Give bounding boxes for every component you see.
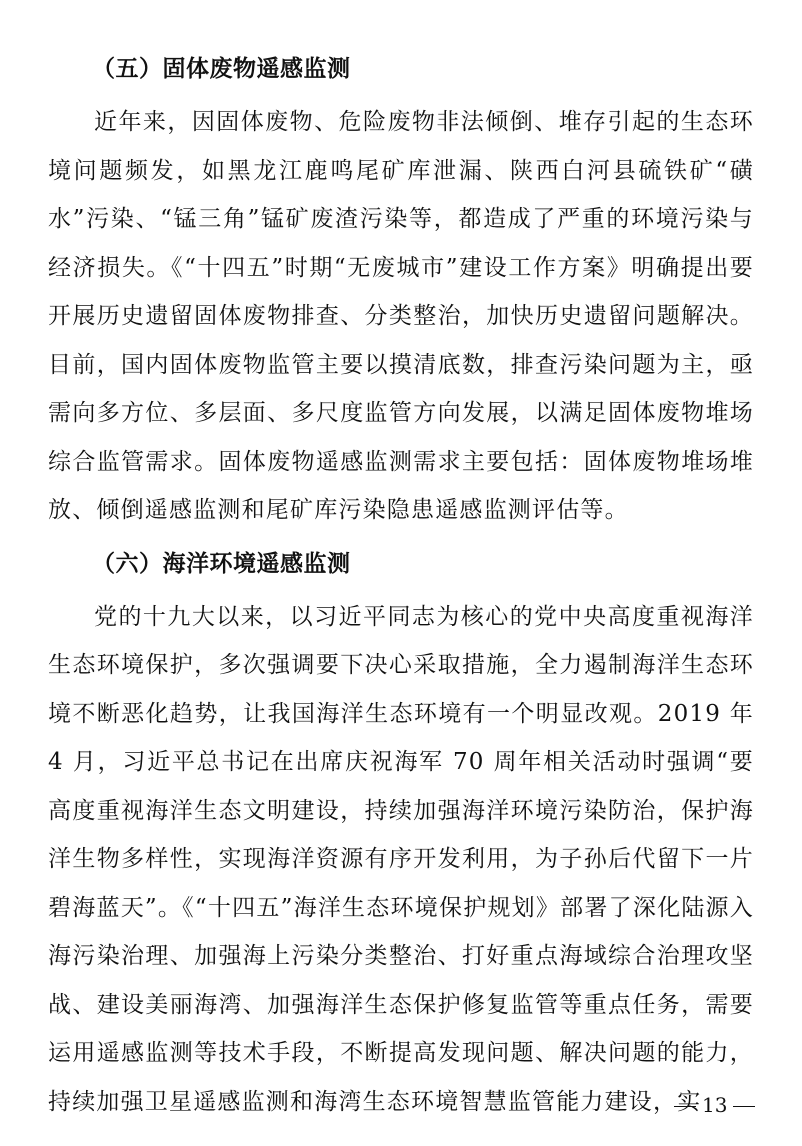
footer-dash-left	[674, 1106, 696, 1107]
document-page	[48, 40, 754, 1126]
footer-dash-right	[733, 1106, 755, 1107]
page-number: 13	[702, 1093, 728, 1117]
paragraph-solid-waste: 近年来，因固体废物、危险废物非法倾倒、堆存引起的生态环境问题频发，如黑龙江鹿鸣尾矿库泄漏、陕西白河县硫铁矿“磺水”污染、“锰三角”锰矿废渣污染等，都造成了严重的环境污染与经济损失。《“十四五”时期“无废城市”建设工作方案》明确提出要开展历史遗留固体废物排查、分类整治，加快历史遗留问题解决。目前，国内固体废物监管主要以摸清底数，排查污染问题为主，亟需向多方位、多层面、多尺度监管方向发展，以满足固体废物堆场综合监管需求。固体废物遥感监测需求主要包括：固体废物堆场堆放、倾倒遥感监测和尾矿库污染隐患遥感监测评估等。	[48, 109, 754, 523]
section-heading-solid-waste: （五）固体废物遥感监测	[92, 55, 351, 82]
section-heading-marine-environment: （六）海洋环境遥感监测	[92, 549, 351, 577]
paragraph-marine-environment: 党的十九大以来，以习近平同志为核心的党中央高度重视海洋生态环境保护，多次强调要下决心采取措施，全力遏制海洋生态环境不断恶化趋势，让我国海洋生态环境有一个明显改观。2019 年 4 月，习近平总书记在出席庆祝海军 70 周年相关活动时强调“要高度重视海洋生态文明建设，持续加强海洋环境污染防治，保护海洋生物多样性，实现海洋资源有序开发利用，为子孙后代留下一片碧海蓝天”。《“十四五”海洋生态环境保护规划》部署了深化陆源入海污染治理、加强海上污染分类整治、打好重点海域综合治理攻坚战、建设美丽海湾、加强海洋生态保护修复监管等重点任务，需要运用遥感监测等技术手段，不断提高发现问题、解决问题的能力，持续加强卫星遥感监测和海湾生态环境智慧监管能力建设，实	[48, 603, 754, 1115]
page-footer	[0, 1093, 802, 1123]
